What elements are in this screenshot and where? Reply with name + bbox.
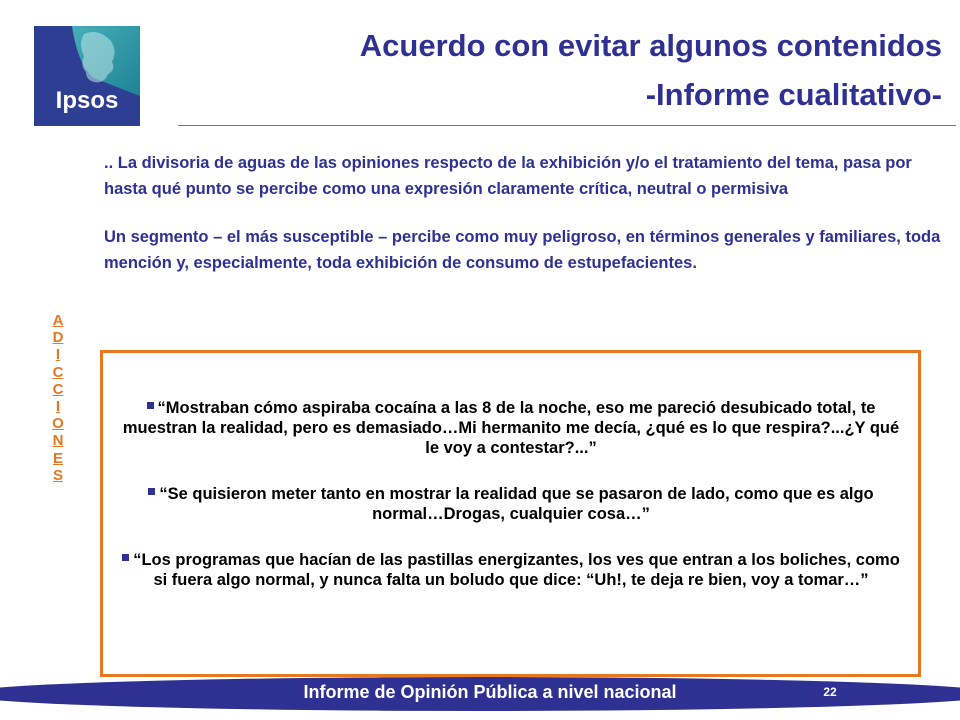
logo-text: Ipsos [55,87,119,114]
square-bullet-icon [148,488,155,495]
page-number: 22 [823,685,837,699]
ipsos-logo-mark [34,26,140,126]
quotes-box [100,350,921,677]
ipsos-logo [34,26,140,126]
quotes-list [121,398,901,616]
side-label-letter: A [52,312,64,329]
quote-item [121,484,901,524]
intro-paragraph-2: Un segmento – el más susceptible – percibe como muy peligroso, en términos generales y familiares, toda mención y, especialmente, toda exhibición de consumo de estupefacientes. [104,228,941,272]
page-title: Acuerdo con evitar algunos contenidos [359,28,942,63]
side-label-letter: D [52,329,64,347]
quote-text: “Los programas que hacían de las pastillas energizantes, los ves que entran a los boliches, como si fuera algo normal, y nunca falta un boludo que dice: “Uh!, te deja re bien, voy a tomar…” [133,551,900,589]
side-label-letter: S [52,466,63,484]
side-label-letter: C [52,380,64,398]
quote-text: “Mostraban cómo aspiraba cocaína a las 8 de la noche, eso me pareció desubicado total, te muestran la realidad, pero es demasiado…Mi hermanito me decía, ¿qué es lo que respira?...¿Y qué le voy a contestar?...” [122,399,900,457]
quote-item [121,398,901,458]
side-label-letter: I [55,398,61,416]
square-bullet-icon [147,402,154,409]
quote-item [121,550,901,590]
side-label-letter: O [52,415,64,433]
quote-text: “Se quisieron meter tanto en mostrar la realidad que se pasaron de lado, como que es algo normal…Drogas, cualquier cosa…” [159,485,874,523]
side-label-letter: I [55,346,61,364]
side-label-adicciones [50,312,66,484]
footer-text: Informe de Opinión Pública a nivel nacional [303,682,677,702]
intro-text [104,150,956,298]
page-subtitle: -Informe cualitativo- [645,77,942,112]
side-label-letter: C [52,363,64,381]
intro-paragraph-1: .. La divisoria de aguas de las opiniones respecto de la exhibición y/o el tratamiento del tema, pasa por hasta qué punto se percibe como una expresión claramente crítica, neutral o permisiva [104,154,912,198]
side-label-letter: E [52,449,63,467]
side-label-letter: N [52,432,64,450]
title-divider [178,125,956,126]
square-bullet-icon [122,554,129,561]
